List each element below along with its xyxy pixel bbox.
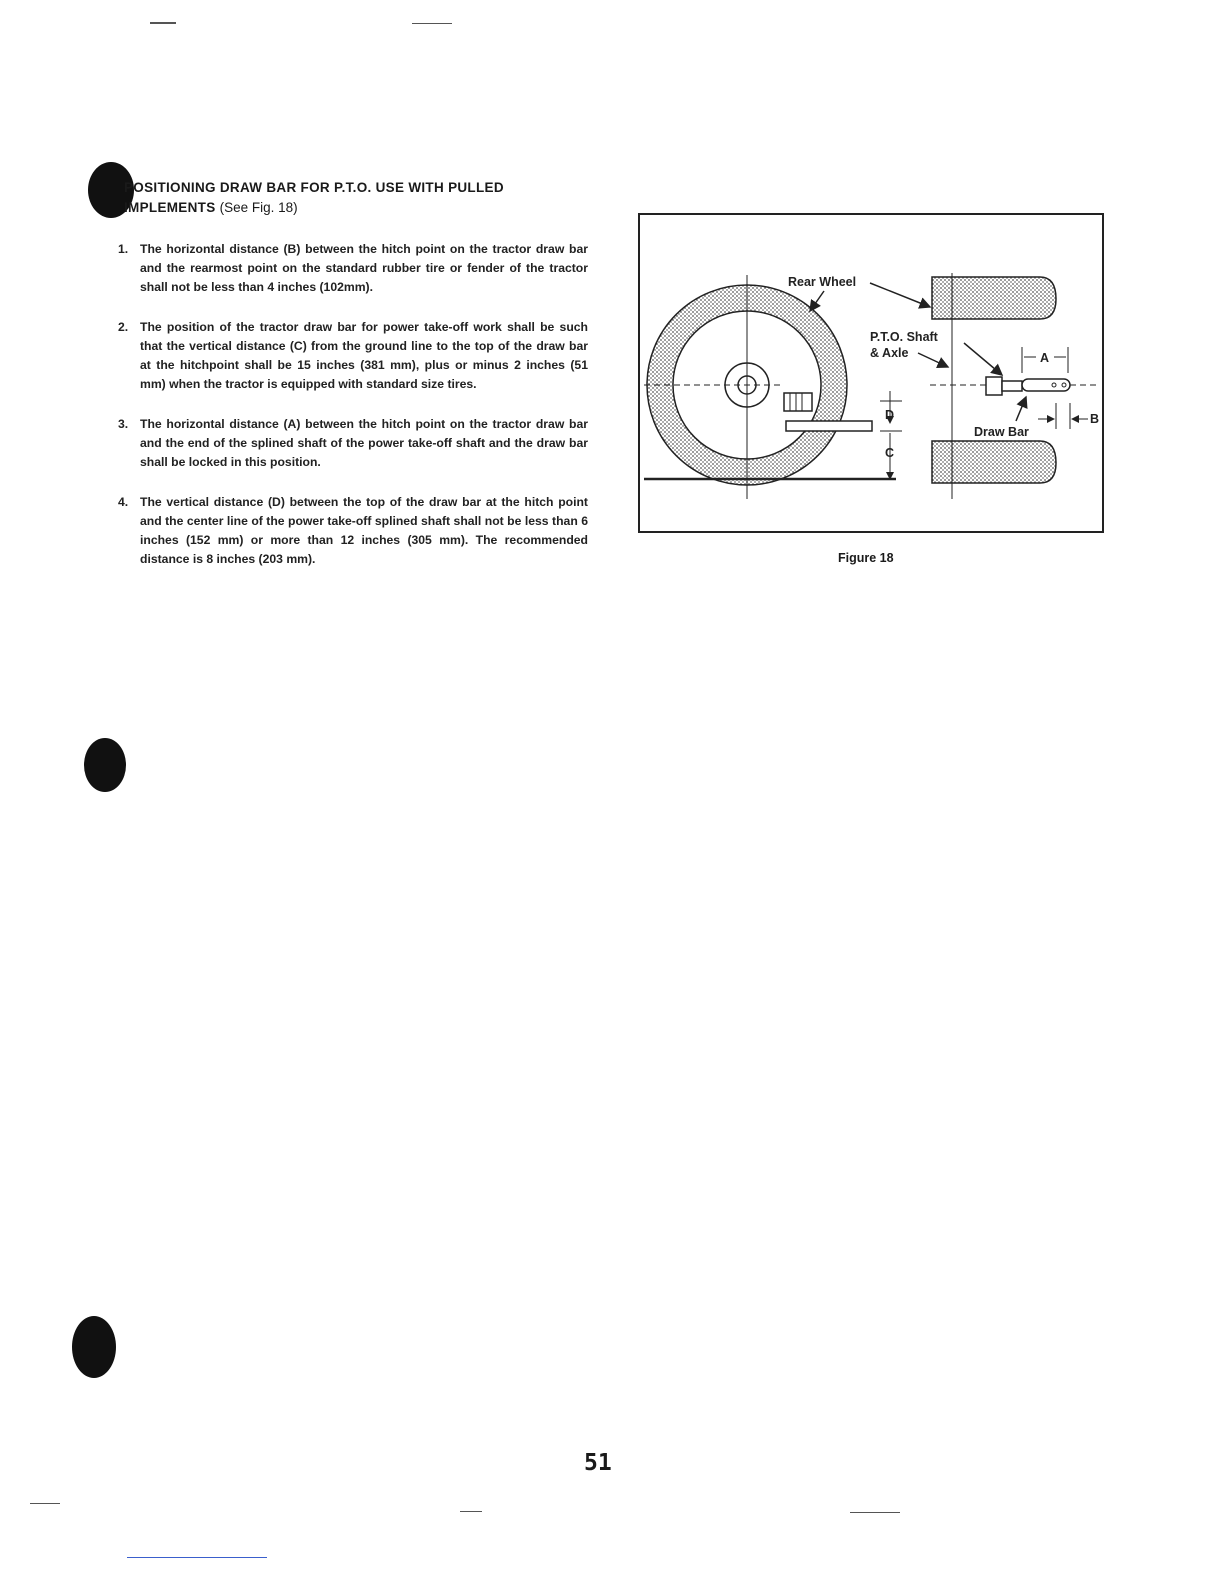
axle-leader	[918, 353, 948, 367]
step-text: The vertical distance (D) between the top of the draw bar at the hitch point and the center line of the power take-off splined shaft shall not be less than 6 inches (152 mm) or more than 12 inches (305 mm). The recommended distance is 8 inches (203 mm).	[140, 495, 588, 566]
section-heading	[124, 178, 594, 218]
step-number: 1.	[118, 242, 129, 256]
pto-shaft-label: P.T.O. Shaft	[870, 330, 938, 344]
figure-18-diagram	[638, 213, 1104, 533]
step-item	[116, 318, 588, 394]
dimension-d-label: D	[885, 408, 895, 422]
scan-mark	[850, 1512, 900, 1513]
scan-mark	[412, 23, 452, 24]
pto-shaft	[784, 393, 812, 411]
rear-wheel-leader-2	[810, 291, 824, 311]
scan-mark	[30, 1503, 60, 1504]
steps-list	[116, 240, 588, 590]
step-item	[116, 493, 588, 569]
step-text: The horizontal distance (B) between the hitch point on the tractor draw bar and the rearmost point on the standard rubber tire or fender of the tractor shall not be less than 4 inches (102mm).	[140, 242, 588, 294]
heading-figure-reference: (See Fig. 18)	[219, 200, 298, 215]
dimension-d	[880, 391, 902, 423]
rear-wheel-leader	[870, 283, 930, 307]
draw-bar	[786, 421, 872, 431]
pto-shaft-leader	[964, 343, 1002, 375]
step-number: 4.	[118, 495, 129, 509]
dimension-a	[1022, 347, 1068, 373]
punch-hole-bottom	[72, 1316, 116, 1378]
axle-label: & Axle	[870, 346, 909, 360]
punch-hole-middle	[84, 738, 126, 792]
step-number: 3.	[118, 417, 129, 431]
heading-line-2	[124, 198, 594, 218]
footer-rule	[127, 1557, 267, 1558]
draw-bar-label: Draw Bar	[974, 425, 1029, 439]
draw-bar-top-view	[1022, 379, 1070, 391]
page-number: 51	[584, 1450, 612, 1476]
rear-wheel-top-view	[932, 277, 1056, 319]
step-item	[116, 415, 588, 472]
diagram-svg	[640, 215, 1102, 531]
scan-mark	[150, 22, 176, 24]
step-text: The horizontal distance (A) between the hitch point on the tractor draw bar and the end of the splined shaft of the power take-off shaft and the draw bar shall be locked in this position.	[140, 417, 588, 469]
rear-wheel-top-view-lower	[932, 441, 1056, 483]
dimension-c-label: C	[885, 446, 895, 460]
dimension-c	[880, 431, 902, 479]
scan-mark	[460, 1511, 482, 1512]
draw-bar-leader	[1016, 397, 1026, 421]
heading-line-2-text: IMPLEMENTS	[124, 200, 216, 215]
pto-shaft-top-view	[986, 377, 1022, 395]
dimension-b	[1038, 403, 1099, 429]
rear-wheel-label: Rear Wheel	[788, 275, 857, 289]
heading-line-1: POSITIONING DRAW BAR FOR P.T.O. USE WITH PULLED	[124, 180, 504, 195]
step-text: The position of the tractor draw bar for power take-off work shall be such that the vertical distance (C) from the ground line to the top of the draw bar at the hitchpoint shall be 15 inches (381 mm), plus or minus 2 inches (51 mm) when the tractor is equipped with standard size tires.	[140, 320, 588, 391]
figure-caption: Figure 18	[838, 551, 894, 565]
dimension-b-label: B	[1090, 412, 1100, 426]
dimension-a-label: A	[1040, 351, 1050, 365]
step-number: 2.	[118, 320, 129, 334]
step-item	[116, 240, 588, 297]
